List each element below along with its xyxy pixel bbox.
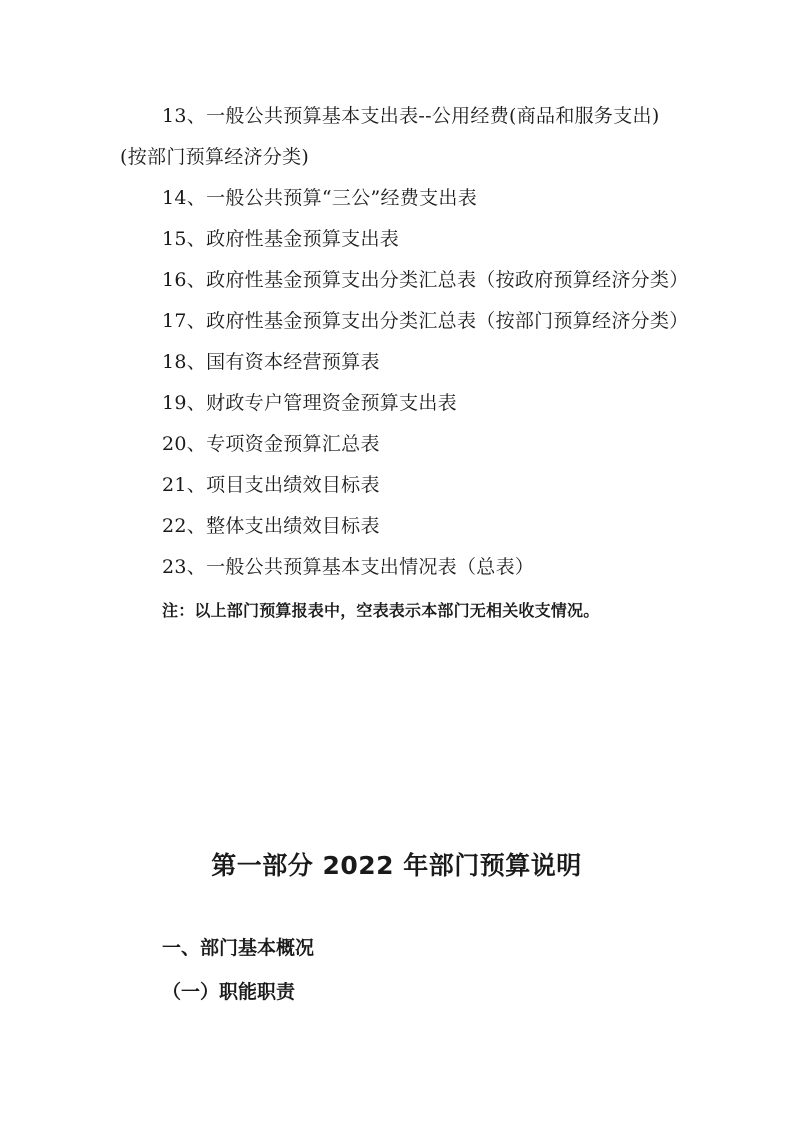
toc-item-14: 14、一般公共预算“三公”经费支出表 (162, 187, 478, 209)
toc-item-18: 18、国有资本经营预算表 (162, 351, 380, 373)
toc-item-22: 22、整体支出绩效目标表 (162, 515, 380, 537)
section-heading: 一、部门基本概况 (162, 937, 315, 959)
part-title: 第一部分 2022 年部门预算说明 (211, 851, 582, 880)
toc-item-23: 23、一般公共预算基本支出情况表（总表） (162, 556, 535, 578)
toc-item-21: 21、项目支出绩效目标表 (162, 474, 380, 496)
toc-item-13: 13、一般公共预算基本支出表--公用经费(商品和服务支出)(按部门预算经济分类) (120, 105, 660, 168)
toc-item-20: 20、专项资金预算汇总表 (162, 433, 380, 455)
toc-item-15: 15、政府性基金预算支出表 (162, 228, 400, 250)
toc-item-16: 16、政府性基金预算支出分类汇总表（按政府预算经济分类） (162, 269, 689, 291)
toc-note: 注：以上部门预算报表中，空表表示本部门无相关收支情况。 (162, 601, 600, 620)
toc-item-19: 19、财政专户管理资金预算支出表 (162, 392, 457, 414)
toc-item-17: 17、政府性基金预算支出分类汇总表（按部门预算经济分类） (162, 310, 689, 332)
sub-heading: （一）职能职责 (162, 981, 296, 1003)
table-of-contents (120, 96, 689, 628)
